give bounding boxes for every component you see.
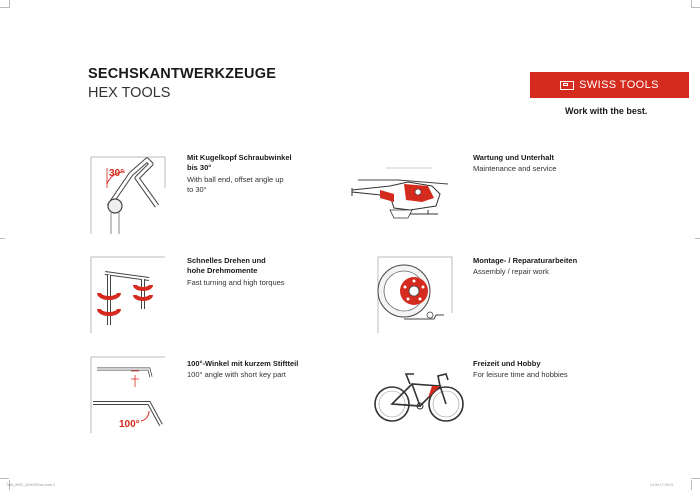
item-desc: 100° angle with short key part (187, 370, 286, 379)
item-title: Mit Kugelkopf Schraubwinkel bis 30° (187, 153, 292, 172)
item-title: 100°-Winkel mit kurzem Stiftteil (187, 359, 299, 368)
wheel-assembly-icon (374, 253, 456, 335)
brand-logo (530, 72, 689, 98)
page-subtitle: HEX TOOLS (88, 85, 171, 101)
crop-mark (691, 0, 692, 8)
item-desc: Fast turning and high torques (187, 278, 285, 287)
item-desc: Assembly / repair work (473, 267, 549, 276)
logo-icon (560, 81, 574, 90)
crop-mark (691, 7, 700, 8)
crop-mark (691, 478, 700, 479)
crop-mark (0, 7, 9, 8)
t-handle-turning-icon (87, 253, 169, 335)
angle-label-30: 30° (109, 168, 125, 179)
item-title: Freizeit und Hobby (473, 359, 541, 368)
item-title: Montage- / Reparaturarbeiten (473, 256, 578, 265)
print-slug-left: Tafel_8902_420x297mm.indd 4 (6, 483, 55, 487)
angle-100-icon (87, 353, 169, 435)
tagline: Work with the best. (565, 106, 648, 116)
crop-mark (695, 238, 700, 239)
logo-text: SWISS TOOLS (579, 79, 659, 91)
page-title: SECHSKANTWERKZEUGE (88, 66, 277, 82)
item-desc: With ball end, offset angle up to 30° (187, 175, 284, 194)
crop-mark (0, 478, 9, 479)
item-title: Schnelles Drehen und hohe Drehmomente (187, 256, 266, 275)
crop-mark (691, 480, 692, 490)
angle-label-100: 100° (119, 419, 140, 430)
crop-mark (0, 238, 5, 239)
item-desc: For leisure time and hobbies (473, 370, 568, 379)
ball-end-offset-icon (87, 154, 169, 236)
crop-mark (9, 0, 10, 8)
item-title: Wartung und Unterhalt (473, 153, 554, 162)
helicopter-icon (350, 162, 450, 232)
item-desc: Maintenance and service (473, 164, 557, 173)
bicycle-icon (372, 364, 466, 426)
print-slug-right: 14.06.17 09:01 (650, 483, 674, 487)
